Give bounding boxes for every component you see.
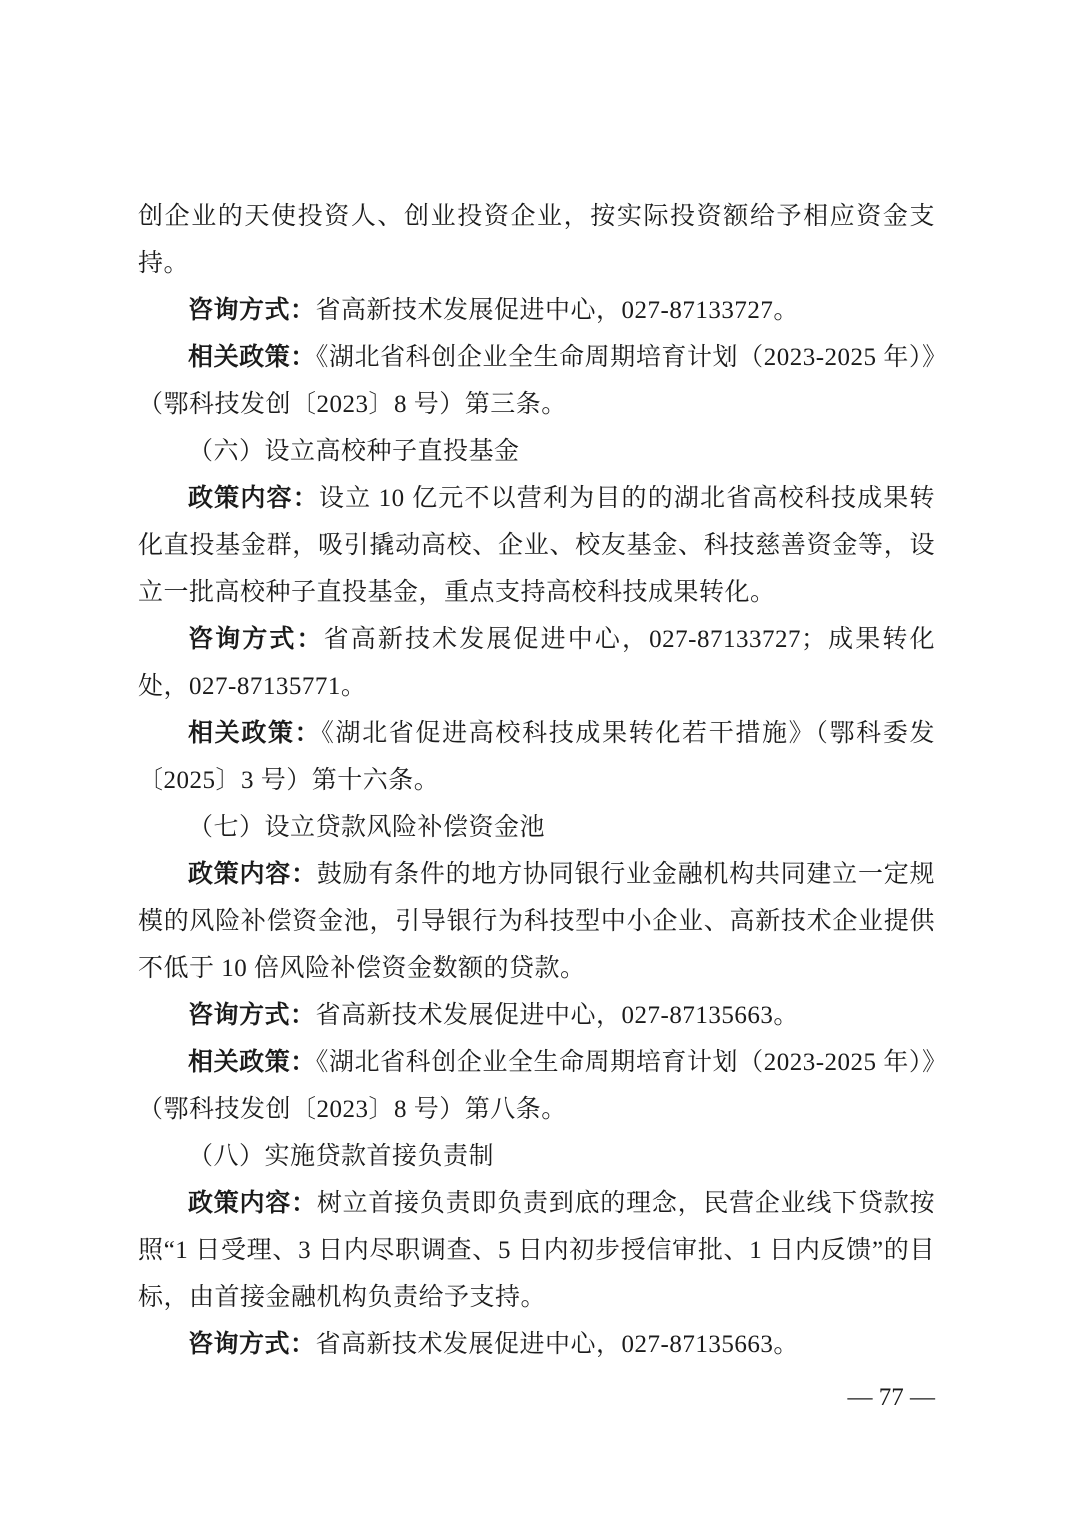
labeled-paragraph — [138, 1321, 935, 1368]
labeled-paragraph — [138, 334, 935, 428]
labeled-paragraph — [138, 616, 935, 710]
paragraph-continuation — [138, 193, 935, 287]
labeled-paragraph — [138, 475, 935, 616]
paragraph-text: 省高新技术发展促进中心，027-87135663。 — [315, 1331, 799, 1358]
labeled-paragraph — [138, 710, 935, 804]
paragraph-label: 咨询方式： — [188, 626, 324, 653]
paragraph-text: 《湖北省科创企业全生命周期培育计划（2023-2025 年）》（鄂科技发创〔2023〕8 号）第八条。 — [138, 1049, 935, 1123]
paragraph-text: 省高新技术发展促进中心，027-87133727。 — [315, 297, 799, 324]
paragraph-label: 咨询方式： — [188, 1002, 316, 1029]
labeled-paragraph — [138, 851, 935, 992]
document-body — [138, 193, 935, 1368]
paragraph-label: 相关政策： — [188, 344, 316, 371]
paragraph-text: 鼓励有条件的地方协同银行业金融机构共同建立一定规模的风险补偿资金池，引导银行为科技型中小企业、高新技术企业提供不低于 10 倍风险补偿资金数额的贷款。 — [138, 861, 935, 982]
policy-section-heading: （六）设立高校种子直投基金 — [188, 438, 520, 465]
paragraph-label: 相关政策： — [188, 720, 322, 747]
policy-section-heading: （七）设立贷款风险补偿资金池 — [188, 814, 546, 841]
paragraph-label: 咨询方式： — [188, 297, 316, 324]
paragraph-label: 政策内容： — [188, 1190, 317, 1217]
paragraph-text: 《湖北省科创企业全生命周期培育计划（2023-2025 年）》（鄂科技发创〔2023〕8 号）第三条。 — [138, 344, 935, 418]
paragraph-text: 省高新技术发展促进中心，027-87135663。 — [315, 1002, 799, 1029]
policy-section-heading: （八）实施贷款首接负责制 — [188, 1143, 495, 1170]
labeled-paragraph — [138, 1039, 935, 1133]
paragraph-label: 政策内容： — [188, 861, 317, 888]
paragraph-text: 设立 10 亿元不以营利为目的的湖北省高校科技成果转化直投基金群，吸引撬动高校、企业、校友基金、科技慈善资金等，设立一批高校种子直投基金，重点支持高校科技成果转化。 — [138, 485, 935, 606]
labeled-paragraph — [138, 1180, 935, 1321]
paragraph-text: 创企业的天使投资人、创业投资企业，按实际投资额给予相应资金支持。 — [138, 203, 935, 277]
labeled-paragraph — [138, 287, 935, 334]
paragraph-label: 咨询方式： — [188, 1331, 316, 1358]
paragraph-label: 政策内容： — [188, 485, 319, 512]
labeled-paragraph — [138, 992, 935, 1039]
page-number: — 77 — — [847, 1384, 935, 1411]
paragraph-text: 省高新技术发展促进中心，027-87133727；成果转化处，027-87135771。 — [138, 626, 935, 700]
paragraph-text: 《湖北省促进高校科技成果转化若干措施》（鄂科委发〔2025〕3 号）第十六条。 — [138, 720, 935, 794]
paragraph-label: 相关政策： — [188, 1049, 316, 1076]
paragraph-text: 树立首接负责即负责到底的理念，民营企业线下贷款按照“1 日受理、3 日内尽职调查、5 日内初步授信审批、1 日内反馈”的目标，由首接金融机构负责给予支持。 — [138, 1190, 935, 1311]
page-footer — [138, 1378, 935, 1418]
